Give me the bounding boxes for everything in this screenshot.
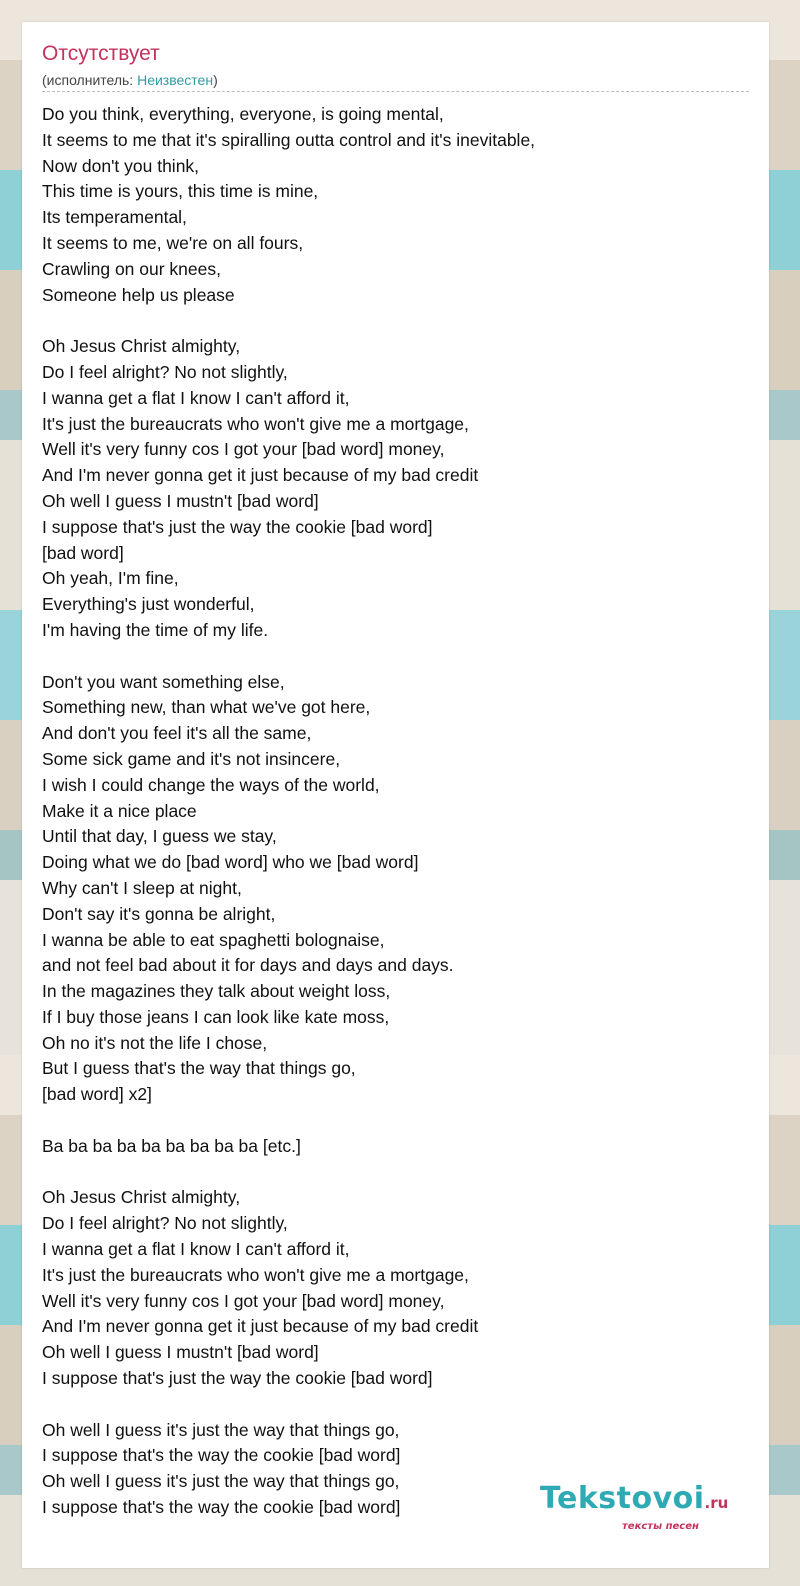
- logo-name: Tekstovoi: [540, 1481, 705, 1516]
- lyrics-card: [22, 22, 769, 1568]
- lyrics-text: Do you think, everything, everyone, is going mental, It seems to me that it's spiralling outta control and it's inevitable, Now don't you think, This time is yours, this time is mine, Its temperamental, It seems to me, we're on all fours, Crawling on our knees, Someone help us please Oh Jesus Christ almighty, Do I feel alright? No not slightly, I wanna get a flat I know I can't afford it, It's just the bureaucrats who won't give me a mortgage, Well it's very funny cos I got your [bad word] money, And I'm never gonna get it just because of my bad credit Oh well I guess I mustn't [bad word] I suppose that's just the way the cookie [bad word] [bad word] Oh yeah, I'm fine, Everything's just wonderful, I'm having the time of my life. Don't you want something else, Something new, than what we've got here, And don't you feel it's all the same, Some sick game and it's not insincere, I wish I could change the ways of the world, Make it a nice place Until that day, I guess we stay, Doing what we do [bad word] who we [bad word] Why can't I sleep at night, Don't say it's gonna be alright, I wanna be able to eat spaghetti bolognaise, and not feel bad about it for days and days and days. In the magazines they talk about weight loss, If I buy those jeans I can look like kate moss, Oh no it's not the life I chose, But I guess that's the way that things go, [bad word] x2] Ba ba ba ba ba ba ba ba ba [etc.] Oh Jesus Christ almighty, Do I feel alright? No not slightly, I wanna get a flat I know I can't afford it, It's just the bureaucrats who won't give me a mortgage, Well it's very funny cos I got your [bad word] money, And I'm never gonna get it just because of my bad credit Oh well I guess I mustn't [bad word] I suppose that's just the way the cookie [bad word] Oh well I guess it's just the way that things go, I suppose that's the way the cookie [bad word] Oh well I guess it's just the way that things go, I suppose that's the way the cookie [bad word]: [42, 104, 536, 1518]
- artist-link[interactable]: Неизвестен: [137, 72, 214, 88]
- artist-line: [42, 72, 218, 88]
- site-logo[interactable]: [540, 1481, 729, 1532]
- logo-tagline: тексты песен: [622, 1521, 699, 1532]
- logo-tld: .ru: [704, 1494, 729, 1512]
- artist-suffix: ): [213, 72, 218, 88]
- divider: [42, 91, 749, 92]
- song-title: Отсутствует: [42, 42, 160, 65]
- artist-prefix: (исполнитель:: [42, 72, 138, 88]
